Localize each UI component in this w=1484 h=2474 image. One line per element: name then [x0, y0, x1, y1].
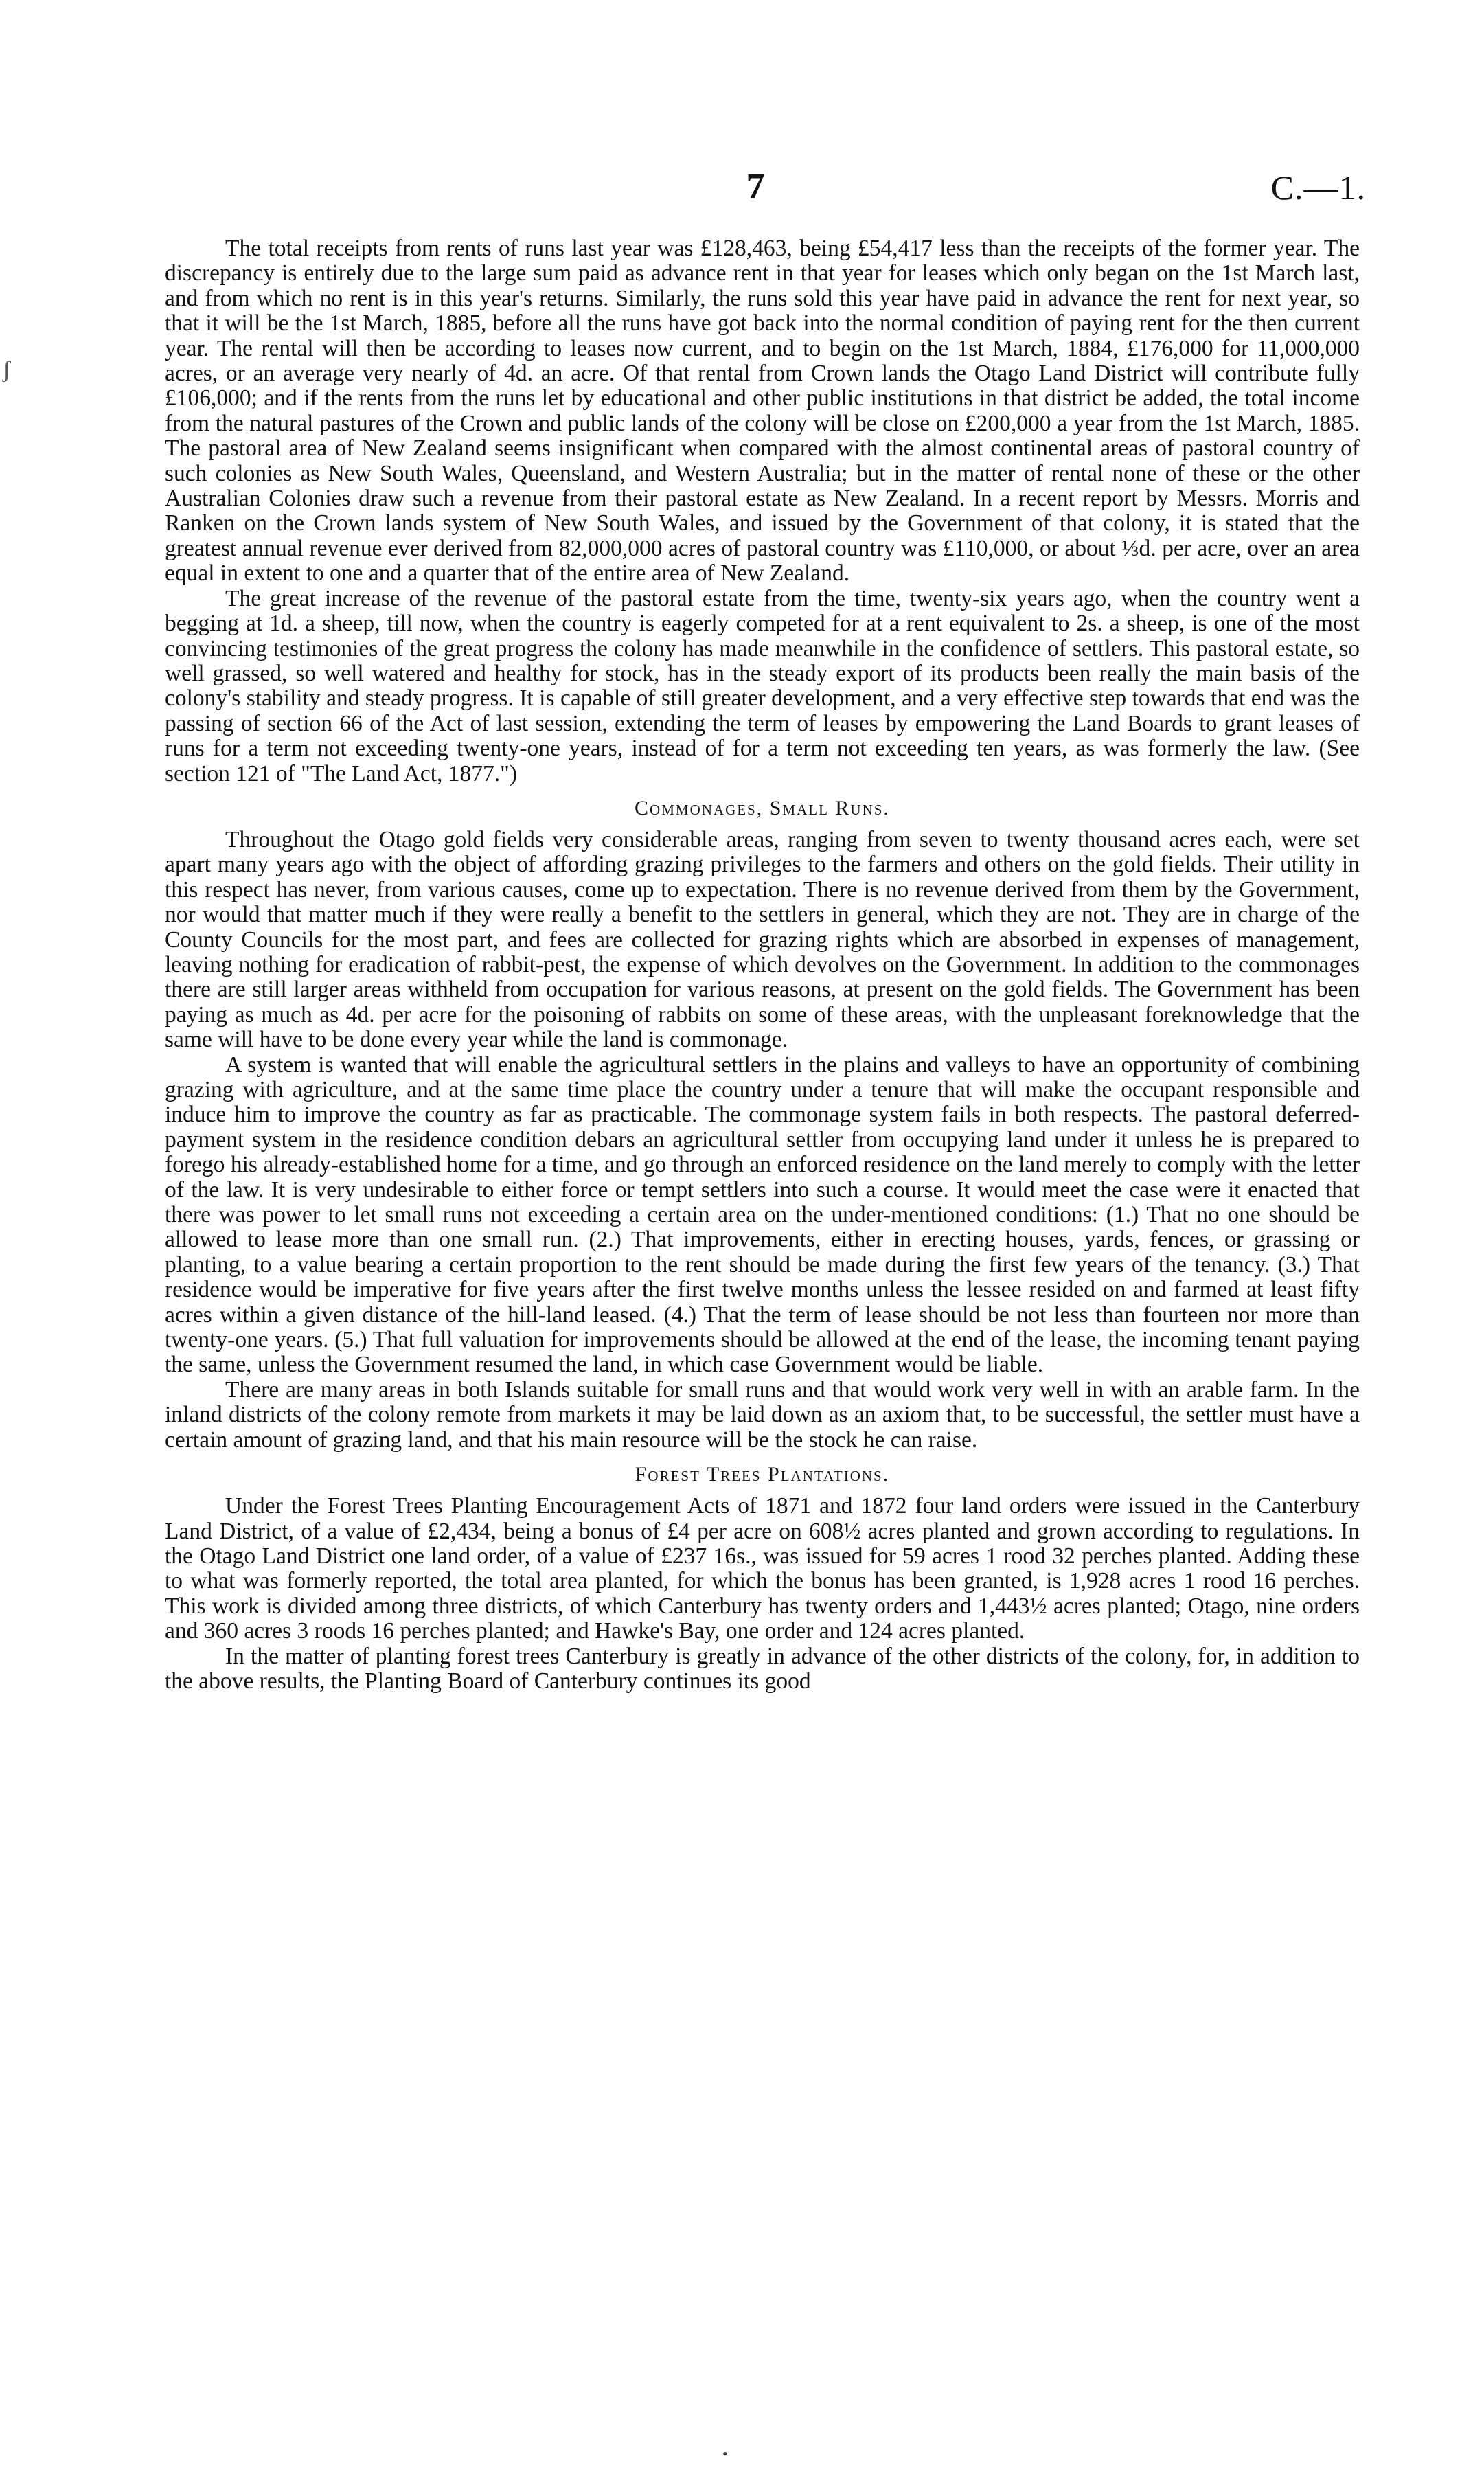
paragraph-small-runs-areas: There are many areas in both Islands suitable for small runs and that would work very well in with an arable farm. In the inland districts of the colony remote from markets it may be laid down as an axiom that, to be successful, the settler must have a certain amount of grazing land, and that his main resource will be the stock he can raise.: [165, 1376, 1360, 1453]
section-heading-forest-trees: Forest Trees Plantations.: [635, 1463, 890, 1486]
document-body: [165, 236, 1360, 1694]
section-heading-commonages: Commonages, Small Runs.: [635, 796, 890, 819]
document-reference: C.—1.: [1270, 168, 1366, 207]
paragraph-canterbury-planting: In the matter of planting forest trees Canterbury is greatly in advance of the other districts of the colony, for, in addition to the above results, the Planting Board of Canterbury continues its good: [165, 1643, 1360, 1694]
page-number: 7: [746, 166, 765, 207]
paragraph-otago-commonages: Throughout the Otago gold fields very considerable areas, ranging from seven to twenty thousand acres each, were set apart many years ago with the object of affording grazing privileges to the farmers and others on the gold fields. Their utility in this respect has never, from various causes, come up to expectation. There is no revenue derived from them by the Government, nor would that matter much if they were really a benefit to the settlers in general, which they are not. They are in charge of the County Councils for the most part, and fees are collected for grazing rights which are absorbed in expenses of management, leaving nothing for eradication of rabbit-pest, the expense of which devolves on the Government. In addition to the commonages there are still larger areas withheld from occupation for various reasons, at present on the gold fields. The Government has been paying as much as 4d. per acre for the poisoning of rabbits on some of these areas, with the unpleasant foreknowledge that the same will have to be done every year while the land is commonage.: [165, 826, 1360, 1053]
paragraph-pastoral-increase: The great increase of the revenue of the pastoral estate from the time, twenty-six years ago, when the country went a begging at 1d. a sheep, till now, when the country is eagerly competed for at a rent equivalent to 2s. a sheep, is one of the most convincing testimonies of the great progress the colony has made meanwhile in the confidence of settlers. This pastoral estate, so well grassed, so well watered and healthy for stock, has in the steady export of its products been really the main basis of the colony's stability and steady progress. It is capable of still greater development, and a very effective step towards that end was the passing of section 66 of the Act of last session, extending the term of leases by empowering the Land Boards to grant leases of runs for a term not exceeding twenty-one years, instead of for a term not exceeding ten years, as was formerly the law. (See section 121 of "The Land Act, 1877."): [165, 585, 1360, 786]
margin-mark: ʃ: [3, 357, 11, 383]
footer-mark: •: [722, 2445, 728, 2462]
paragraph-forest-acts: Under the Forest Trees Planting Encouragement Acts of 1871 and 1872 four land orders were issued in the Canterbury Land District, of a value of £2,434, being a bonus of £4 per acre on 608½ acres planted and grown according to regulations. In the Otago Land District one land order, of a value of £237 16s., was issued for 59 acres 1 rood 32 perches planted. Adding these to what was formerly reported, the total area planted, for which the bonus has been granted, is 1,928 acres 1 rood 16 perches. This work is divided among three districts, of which Canterbury has twenty orders and 1,443½ acres planted; Otago, nine orders and 360 acres 3 roods 16 perches planted; and Hawke's Bay, one order and 124 acres planted.: [165, 1493, 1360, 1644]
paragraph-system-wanted: A system is wanted that will enable the agricultural settlers in the plains and valleys to have an opportunity of combining grazing with agriculture, and at the same time place the country under a tenure that will make the occupant responsible and induce him to improve the country as far as practicable. The commonage system fails in both respects. The pastoral deferred-payment system in the residence condition debars an agricultural settler from occupying land under it unless he is prepared to forego his already-established home for a time, and go through an enforced residence on the land merely to comply with the letter of the law. It is very undesirable to either force or tempt settlers into such a course. It would meet the case were it enacted that there was power to let small runs not exceeding a certain area on the under-mentioned conditions: (1.) That no one should be allowed to lease more than one small run. (2.) That improvements, either in erecting houses, yards, fences, or grassing or planting, to a value bearing a certain proportion to the rent should be made during the first few years of the tenancy. (3.) That residence would be imperative for five years after the first twelve months unless the lessee resided on and farmed at least fifty acres within a given distance of the hill-land leased. (4.) That the term of lease should be not less than fourteen nor more than twenty-one years. (5.) That full valuation for improvements should be allowed at the end of the lease, the incoming tenant paying the same, unless the Government resumed the land, in which case Government would be liable.: [165, 1052, 1360, 1378]
paragraph-rents-receipts: The total receipts from rents of runs last year was £128,463, being £54,417 less than the receipts of the former year. The discrepancy is entirely due to the large sum paid as advance rent in that year for leases which only began on the 1st March last, and from which no rent is in this year's returns. Similarly, the runs sold this year have paid in advance the rent for next year, so that it will be the 1st March, 1885, before all the runs have got back into the normal condition of paying rent for the then current year. The rental will then be according to leases now current, and to begin on the 1st March, 1884, £176,000 for 11,000,000 acres, or an average very nearly of 4d. an acre. Of that rental from Crown lands the Otago Land District will contribute fully £106,000; and if the rents from the runs let by educational and other public institutions in that district be added, the total income from the natural pastures of the Crown and public lands of the colony will be close on £200,000 a year from the 1st March, 1885. The pastoral area of New Zealand seems insignificant when compared with the almost continental areas of pastoral country of such colonies as New South Wales, Queensland, and Western Australia; but in the matter of rental none of these or the other Australian Colonies draw such a revenue from their pastoral estate as New Zealand. In a recent report by Messrs. Morris and Ranken on the Crown lands system of New South Wales, and issued by the Government of that colony, it is stated that the greatest annual revenue ever derived from 82,000,000 acres of pastoral country was £110,000, or about ⅓d. per acre, over an area equal in extent to one and a quarter that of the entire area of New Zealand.: [165, 236, 1360, 587]
